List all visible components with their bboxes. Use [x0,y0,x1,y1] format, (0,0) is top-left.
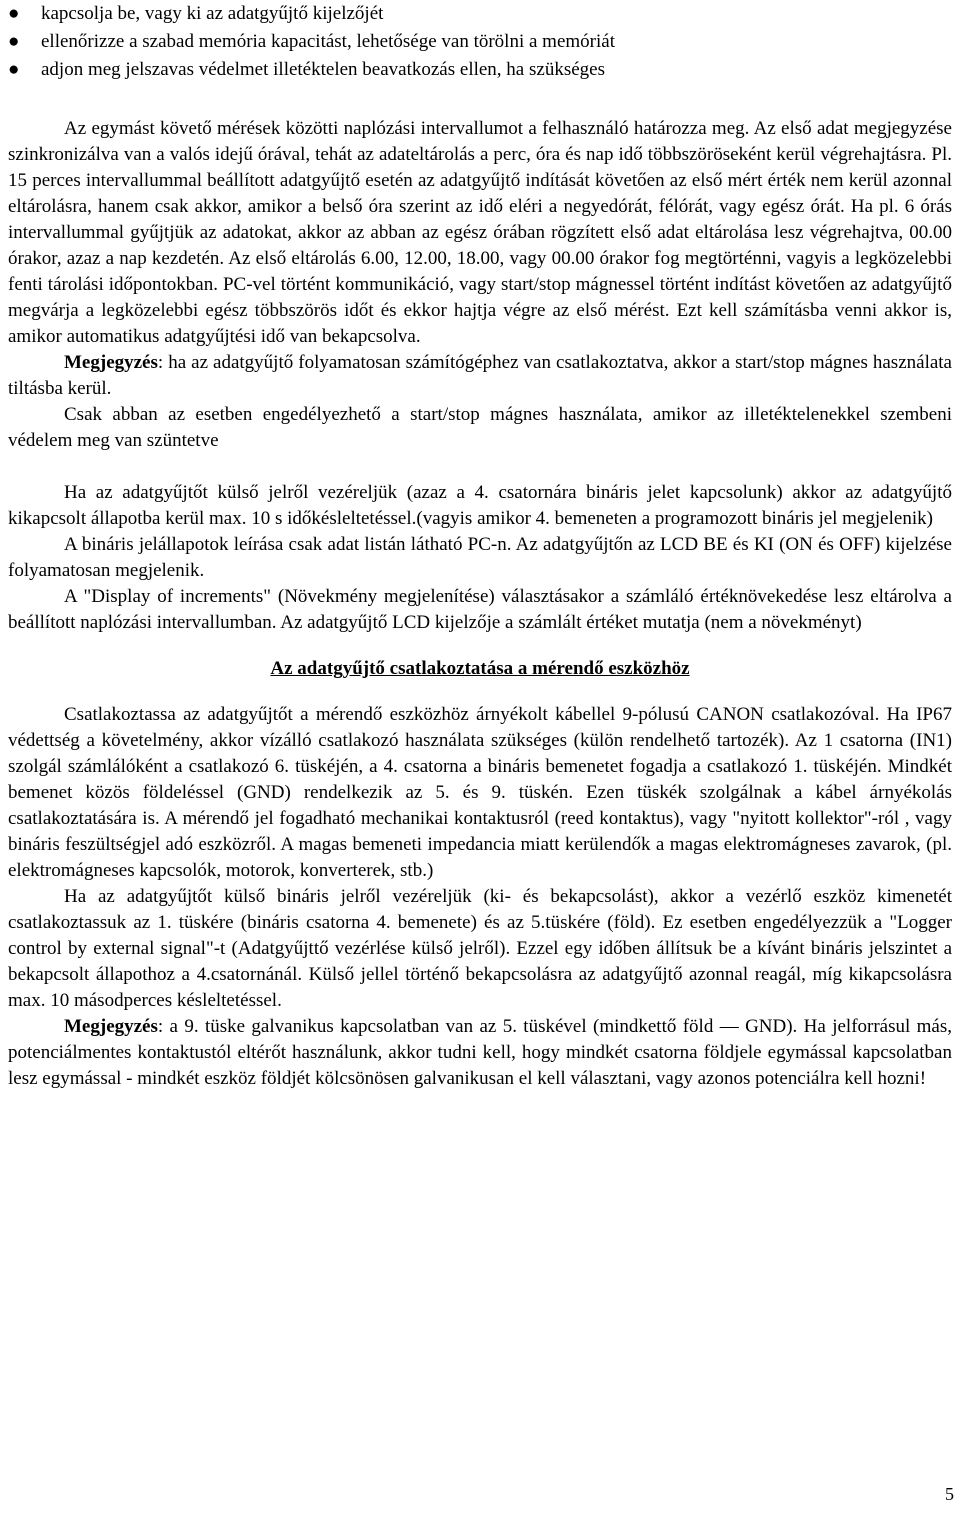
note-label: Megjegyzés [64,352,158,373]
blank-line [8,454,952,480]
note-paragraph [8,350,952,402]
bullet-icon: ● [8,59,20,80]
section-heading: Az adatgyűjtő csatlakoztatása a mérendő eszközhöz [270,658,690,679]
connection-paragraph: Csatlakoztassa az adatgyűjtőt a mérendő eszközhöz árnyékolt kábellel 9-pólusú CANON csatlakozóval. Ha IP67 védettség a követelmény, akkor vízálló csatlakozó használata szükséges (külön rendelhető tartozék). Az 1 csatorna (IN1) szolgál számlálóként a csatlakozó 6. tüskéjén, a 4. csatorna a bináris bemenetet fogadja a csatlakozó 1. tüskéjén. Mindkét bemenet közös földeléssel (GND) rendelkezik az 5. és 9. tüskén. Ezen tüskék szolgálnak a kábel árnyékolás csatlakoztatására is. A mérendő jel fogadható mechanikai kontaktusról (reed kontaktus), vagy "nyitott kollektor"-ról , vagy bináris feszültségjel adó eszközről. A magas bemeneti impedancia miatt kerülendők a magas elektromágneses zavarok, (pl. elektromágneses kapcsolók, motorok, konverterek, stb.) [8,704,952,881]
document-page [8,0,952,1092]
ground-note-paragraph [8,1014,952,1092]
start-stop-paragraph: Csak abban az esetben engedélyezhető a start/stop mágnes használata, amikor az illetéktelenekkel szembeni védelem meg van szüntetve [8,404,952,451]
settings-bullet-list [8,0,952,84]
external-binary-control-paragraph: Ha az adatgyűjtőt külső bináris jelről vezéreljük (ki- és bekapcsolást), akkor a vezérlő eszköz kimenetét csatlakoztassuk az 1. tüskére (bináris csatorna 4. bemenete) és az 5.tüskére (föld). Ez esetben engedélyezzük a "Logger control by external signal"-t (Adatgyűjttő vezérlése külső jelről). Ezzel egy időben állítsuk be a kívánt bináris jelszintet a bekapcsolt állapothoz a 4.csatornánál. Külső jellel történő bekapcsolásra az adatgyűjtő azonnal reagál, míg kikapcsolásra max. 10 másodperces késleltetéssel. [8,886,952,1011]
list-item-text: kapcsolja be, vagy ki az adatgyűjtő kijelzőjét [41,3,384,24]
page-number: 5 [945,1484,954,1504]
note-text: : ha az adatgyűjtő folyamatosan számítógéphez van csatlakoztatva, akkor a start/stop mágnes használata tiltásba kerül. [8,352,952,399]
external-control-paragraph: Ha az adatgyűjtőt külső jelről vezéreljük (azaz a 4. csatornára bináris jelet kapcsolunk) akkor az adatgyűjtő kikapcsolt állapotba kerül max. 10 s időkésleltetéssel.(vagyis amikor 4. bemeneten a programozott bináris jel megjelenik) [8,482,952,529]
bullet-icon: ● [8,31,20,52]
logging-interval-paragraph: Az egymást követő mérések közötti naplózási intervallumot a felhasználó határozza meg. Az első adat megjegyzése szinkronizálva van a valós idejű órával, tehát az adateltárolás a perc, óra és nap idő többszöröseként kerül végrehajtásra. Pl. 15 perces intervallummal beállított adatgyűjtő esetén az adatgyűjtő indítását követően az első mért érték nem kerül azonnal eltárolásra, hanem csak akkor, amikor a belső óra szerint az idő eléri a negyedórát, félórát, vagy egész órát. Ha pl. 6 órás intervallummal gyűjtjük az adatokat, akkor az abban az egész órában rögzített első adat eltárolása lesz végrehajtva, 00.00 órakor, azaz a nap kezdetén. Az első eltárolás 6.00, 12.00, 18.00, vagy 00.00 órakor fog megtörténni, vagyis a legközelebbi fenti tárolási időpontokban. PC-vel történt kommunikáció, vagy start/stop mágnessel történt indítást követően az adatgyűjtő megvárja a legközelebbi egész többszörös időt és ekkor hajtja végre az első mérést. Ezt kell számításba venni akkor is, amikor automatikus adatgyűjtési idő van bekapcsolva. [8,118,952,347]
list-item [8,0,952,28]
list-item-text: adjon meg jelszavas védelmet illetéktelen beavatkozás ellen, ha szükséges [41,59,605,80]
binary-state-paragraph: A bináris jelállapotok leírása csak adat listán látható PC-n. Az adatgyűjtőn az LCD BE és KI (ON és OFF) kijelzése folyamatosan megjelenik. [8,534,952,581]
note-label: Megjegyzés [64,1016,158,1037]
note-text: : a 9. tüske galvanikus kapcsolatban van az 5. tüskével (mindkettő föld — GND). Ha jelforrásul más, potenciálmentes kontaktustól eltérőt használunk, akkor tudni kell, hogy mindkét csatorna földjele egymással kapcsolatban lesz egymással - mindkét eszköz földjét kölcsönösen galvanikusan el kell választani, vagy azonos potenciálra kell hozni! [8,1016,952,1089]
bullet-icon: ● [8,3,20,24]
list-item [8,28,952,56]
list-item [8,56,952,84]
display-increments-paragraph: A "Display of increments" (Növekmény megjelenítése) választásakor a számláló értéknövekedése lesz eltárolva a beállított naplózási intervallumban. Az adatgyűjtő LCD kijelzője a számlált értéket mutatja (nem a növekményt) [8,586,952,633]
list-item-text: ellenőrizze a szabad memória kapacitást, lehetősége van törölni a memóriát [41,31,615,52]
